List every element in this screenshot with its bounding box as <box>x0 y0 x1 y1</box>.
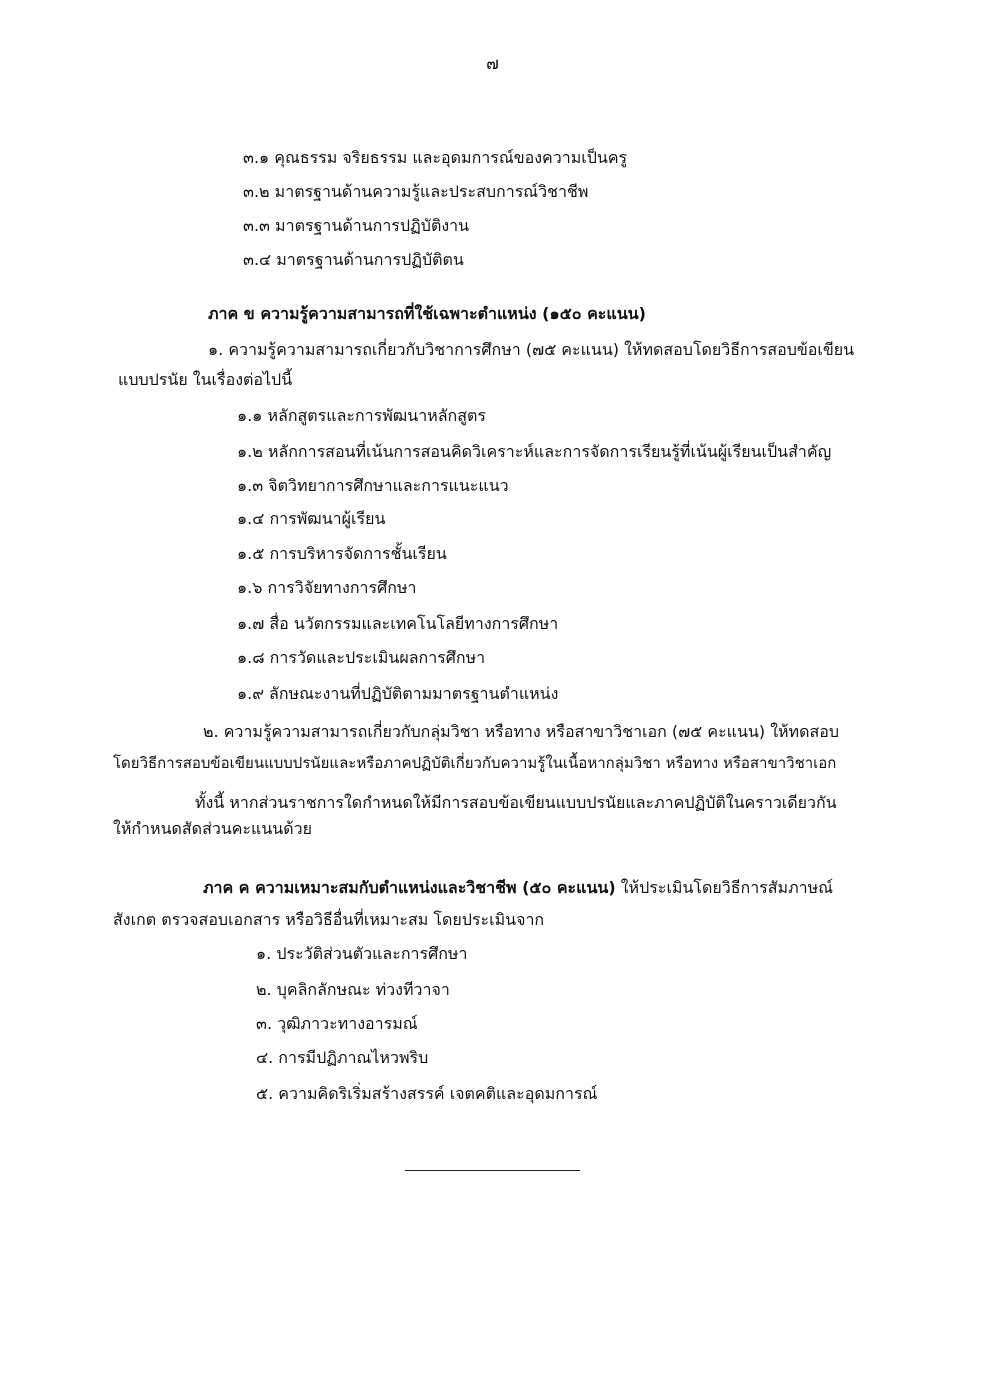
part-b-item-1-line-1: ๑. ความรู้ความสามารถเกี่ยวกับวิชาการศึกษา (๗๕ คะแนน) ให้ทดสอบโดยวิธีการสอบข้อเขียน <box>208 340 855 359</box>
part-b-subitem-1-4: ๑.๔ การพัฒนาผู้เรียน <box>237 509 386 528</box>
part-b-subitem-1-3: ๑.๓ จิตวิทยาการศึกษาและการแนะแนว <box>237 476 509 495</box>
part-c-item-4: ๔. การมีปฏิภาณไหวพริบ <box>256 1048 429 1067</box>
part-b-subitem-1-1: ๑.๑ หลักสูตรและการพัฒนาหลักสูตร <box>237 406 486 425</box>
part-b-note-line-2: ให้กำหนดสัดส่วนคะแนนด้วย <box>113 819 312 838</box>
part-b-subitem-1-6: ๑.๖ การวิจัยทางการศึกษา <box>237 578 417 597</box>
part-c-heading <box>203 880 833 896</box>
part-c-item-2: ๒. บุคลิกลักษณะ ท่วงทีวาจา <box>256 980 450 999</box>
part-c-heading-rest: ให้ประเมินโดยวิธีการสัมภาษณ์ <box>615 878 834 897</box>
part-c-item-1: ๑. ประวัติส่วนตัวและการศึกษา <box>256 944 468 963</box>
part-b-subitem-1-8: ๑.๘ การวัดและประเมินผลการศึกษา <box>237 648 486 667</box>
part-b-note-line-1: ทั้งนี้ หากส่วนราชการใดกำหนดให้มีการสอบข้อเขียนแบบปรนัยและภาคปฏิบัติในคราวเดียวกัน <box>195 793 837 812</box>
section-3-item-4: ๓.๔ มาตรฐานด้านการปฏิบัติตน <box>243 250 464 269</box>
part-b-subitem-1-9: ๑.๙ ลักษณะงานที่ปฏิบัติตามมาตรฐานตำแหน่ง <box>237 684 559 703</box>
part-c-heading-bold: ภาค ค ความเหมาะสมกับตำแหน่งและวิชาชีพ (๕๐ คะแนน) <box>203 878 616 897</box>
end-divider <box>405 1170 580 1171</box>
part-b-item-2-line-2: โดยวิธีการสอบข้อเขียนแบบปรนัยและหรือภาคปฏิบัติเกี่ยวกับความรู้ในเนื้อหากลุ่มวิชา หรือทาง หรือสาขาวิชาเอก <box>113 754 837 772</box>
part-c-item-3: ๓. วุฒิภาวะทางอารมณ์ <box>256 1014 418 1033</box>
part-b-heading: ภาค ข ความรู้ความสามารถที่ใช้เฉพาะตำแหน่ง (๑๕๐ คะแนน) <box>208 304 646 323</box>
part-c-line-2: สังเกต ตรวจสอบเอกสาร หรือวิธีอื่นที่เหมาะสม โดยประเมินจาก <box>113 910 545 929</box>
section-3-item-2: ๓.๒ มาตรฐานด้านความรู้และประสบการณ์วิชาชีพ <box>243 182 589 201</box>
part-b-item-2-line-1: ๒. ความรู้ความสามารถเกี่ยวกับกลุ่มวิชา หรือทาง หรือสาขาวิชาเอก (๗๕ คะแนน) ให้ทดสอบ <box>203 722 840 741</box>
page-number: ๗ <box>486 54 499 74</box>
part-b-subitem-1-2: ๑.๒ หลักการสอนที่เน้นการสอนคิดวิเคราะห์และการจัดการเรียนรู้ที่เน้นผู้เรียนเป็นสำคัญ <box>237 442 832 461</box>
part-b-item-1-line-2: แบบปรนัย ในเรื่องต่อไปนี้ <box>118 370 293 389</box>
section-3-item-1: ๓.๑ คุณธรรม จริยธรรม และอุดมการณ์ของความเป็นครู <box>243 148 628 167</box>
part-b-subitem-1-7: ๑.๗ สื่อ นวัตกรรมและเทคโนโลยีทางการศึกษา <box>237 614 559 633</box>
part-b-subitem-1-5: ๑.๕ การบริหารจัดการชั้นเรียน <box>237 544 447 563</box>
section-3-item-3: ๓.๓ มาตรฐานด้านการปฏิบัติงาน <box>243 216 470 235</box>
part-c-item-5: ๕. ความคิดริเริ่มสร้างสรรค์ เจตคติและอุดมการณ์ <box>256 1084 598 1103</box>
